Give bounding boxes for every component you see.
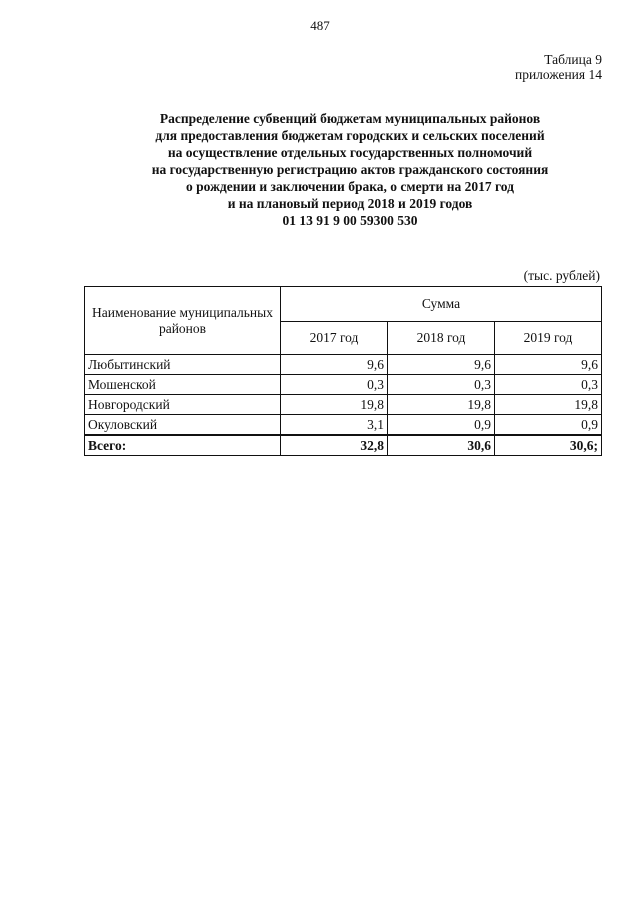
header-year-2018: 2018 год [388,322,495,355]
total-2019: 30,6; [495,435,602,456]
title-line: для предоставления бюджетам городских и сельских поселений [155,128,545,143]
value-2018: 0,9 [388,415,495,436]
title-line: о рождении и заключении брака, о смерти на 2017 год [186,179,514,194]
budget-code: 01 13 91 9 00 59300 530 [282,213,418,228]
district-name: Окуловский [85,415,281,436]
page-number: 487 [310,18,330,33]
value-2017: 19,8 [281,395,388,415]
title-line: и на плановый период 2018 и 2019 годов [227,196,473,211]
value-2018: 19,8 [388,395,495,415]
title-line: на осуществление отдельных государственных полномочий [167,145,533,160]
district-name: Любытинский [85,355,281,375]
units-label: (тыс. рублей) [523,268,600,283]
total-2017: 32,8 [281,435,388,456]
table-row [85,415,602,436]
value-2017: 0,3 [281,375,388,395]
table-row [85,355,602,375]
title-line: Распределение субвенций бюджетам муниципальных районов [159,111,541,126]
subvention-table [84,286,602,456]
value-2018: 9,6 [388,355,495,375]
header-sum-column: Сумма [281,287,602,322]
value-2018: 0,3 [388,375,495,395]
district-name: Новгородский [85,395,281,415]
value-2019: 0,9 [495,415,602,436]
total-2018: 30,6 [388,435,495,456]
value-2017: 9,6 [281,355,388,375]
header-row [85,287,602,322]
header-name-column: Наименование муниципальных районов [85,287,281,355]
document-title [70,110,630,229]
table-row [85,395,602,415]
title-line: на государственную регистрацию актов гражданского состояния [151,162,549,177]
total-label: Всего: [85,435,281,456]
value-2017: 3,1 [281,415,388,436]
total-row [85,435,602,456]
table-ref-line1: Таблица 9 [544,52,602,67]
district-name: Мошенской [85,375,281,395]
header-year-2019: 2019 год [495,322,602,355]
value-2019: 0,3 [495,375,602,395]
header-year-2017: 2017 год [281,322,388,355]
value-2019: 9,6 [495,355,602,375]
value-2019: 19,8 [495,395,602,415]
table-row [85,375,602,395]
table-reference [515,52,602,82]
table-ref-line2: приложения 14 [514,67,602,82]
